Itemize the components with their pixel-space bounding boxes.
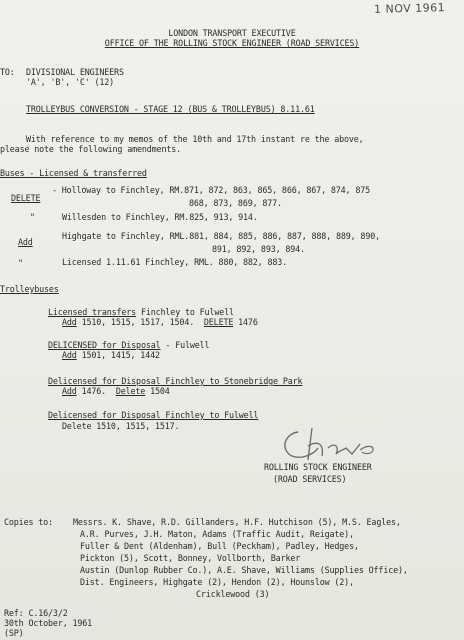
copies-label: Copies to:: [4, 517, 53, 527]
copies-line: Pickton (5), Scott, Bonney, Vollborth, Barker: [80, 553, 301, 563]
delete-holloway-line-2: 868, 873, 869, 877.: [189, 198, 282, 208]
add-values: 1476.: [76, 386, 116, 396]
intro-line-2: please note the following amendments.: [0, 144, 182, 154]
ditto-mark-2: ": [18, 258, 23, 268]
add-label: Add: [18, 237, 33, 247]
add-highgate-line-1: Highgate to Finchley, RML.881, 884, 885, 886, 887, 888, 889, 890,: [62, 231, 380, 241]
block-licensed-transfers: [48, 307, 234, 317]
ref-number: Ref: C.16/3/2: [4, 608, 68, 618]
copies-line: Cricklewood (3): [196, 589, 270, 599]
buses-heading: Buses - Licensed & transferred: [0, 168, 147, 178]
add-tag: Add: [62, 350, 77, 360]
delete-values: 1476: [233, 317, 258, 327]
office-heading: OFFICE OF THE ROLLING STOCK ENGINEER (ROAD SERVICES): [104, 38, 360, 48]
delicensed-fulwell-values: [62, 350, 160, 360]
delete-willesden-line: Willesden to Finchley, RM.825, 913, 914.: [62, 212, 258, 222]
copies-line: A.R. Purves, J.H. Maton, Adams (Traffic Audit, Reigate),: [80, 529, 354, 539]
delete-values: 1504: [145, 386, 170, 396]
licensed-transfers-values: [62, 317, 258, 327]
trolleybuses-heading: Trolleybuses: [0, 284, 59, 294]
add-tag: Add: [62, 317, 77, 327]
date-stamp: [374, 1, 446, 16]
signature-title-line-2: (ROAD SERVICES): [273, 474, 347, 484]
add-values: 1510, 1515, 1517, 1504.: [76, 317, 204, 327]
copies-line: Dist. Engineers, Highgate (2), Hendon (2), Hounslow (2),: [80, 577, 354, 587]
add-values: 1501, 1415, 1442: [76, 350, 160, 360]
intro-line-1: With reference to my memos of the 10th and 17th instant re the above,: [26, 134, 364, 144]
copies-line: Austin (Dunlop Rubber Co.), A.E. Shave, Williams (Supplies Office),: [80, 565, 408, 575]
delicensed-title: DELICENSED for Disposal: [48, 340, 161, 350]
to-label: TO:: [0, 67, 15, 77]
ref-initials: (SP): [4, 628, 24, 638]
date-stamp-text: 1 NOV 1961: [373, 1, 446, 16]
block-finchley-fulwell-title: Delicensed for Disposal Finchley to Fulwell: [48, 410, 259, 420]
signature-title-line-1: ROLLING STOCK ENGINEER: [264, 462, 372, 472]
block-delicensed-fulwell: [48, 340, 209, 350]
delete-holloway-line-1: - Holloway to Finchley, RM.871, 872, 863, 865, 866, 867, 874, 875: [52, 185, 370, 195]
delicensed-route: - Fulwell: [160, 340, 210, 350]
to-line-2: 'A', 'B', 'C' (12): [26, 77, 115, 87]
ditto-mark-1: ": [30, 212, 35, 222]
ref-date: 30th October, 1961: [4, 618, 93, 628]
finchley-fulwell-values: Delete 1510, 1515, 1517.: [62, 421, 180, 431]
to-line-1: DIVISIONAL ENGINEERS: [26, 67, 124, 77]
copies-line: Fuller & Dent (Aldenham), Bull (Peckham), Padley, Hedges,: [80, 541, 359, 551]
copies-line: Messrs. K. Shave, R.D. Gillanders, H.F. Hutchison (5), M.S. Eagles,: [73, 517, 401, 527]
stonebridge-values: [62, 386, 170, 396]
add-tag: Add: [62, 386, 77, 396]
delete-label: DELETE: [11, 193, 41, 203]
licensed-transfers-route: Finchley to Fulwell: [136, 307, 234, 317]
delete-tag: DELETE: [203, 317, 234, 327]
licensed-transfers-title: Licensed transfers: [48, 307, 137, 317]
block-stonebridge-title: Delicensed for Disposal Finchley to Stonebridge Park: [48, 376, 303, 386]
add-highgate-line-2: 891, 892, 893, 894.: [212, 244, 305, 254]
add-licensed-line: Licensed 1.11.61 Finchley, RML. 880, 882, 883.: [62, 257, 288, 267]
delete-tag: Delete: [115, 386, 146, 396]
org-heading: LONDON TRANSPORT EXECUTIVE: [168, 28, 296, 38]
subject-line: TROLLEYBUS CONVERSION - STAGE 12 (BUS & TROLLEYBUS) 8.11.61: [26, 104, 315, 114]
